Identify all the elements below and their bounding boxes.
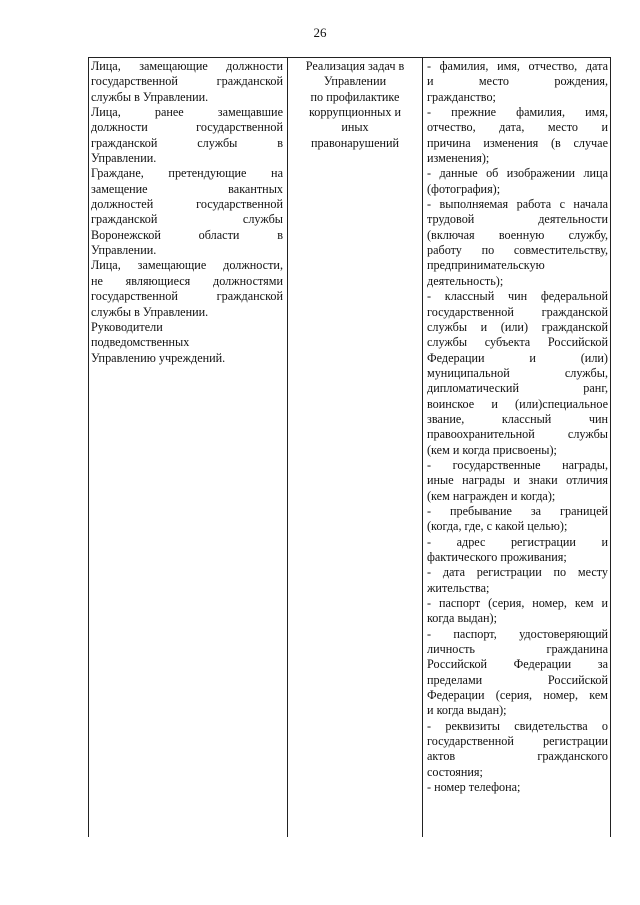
data-items-line: - дата регистрации по месту <box>427 565 608 580</box>
subjects-line: замещение вакантных <box>91 181 283 196</box>
data-items-line: (включая военную службу, <box>427 227 608 242</box>
data-items-line: (кем и когда присвоены); <box>427 442 557 457</box>
personal-data-table <box>88 57 611 837</box>
data-items-line: Российской Федерации за <box>427 657 608 672</box>
data-items-line: - номер телефона; <box>427 780 521 795</box>
purpose-line: иных <box>341 120 369 135</box>
subjects-line: государственной гражданской <box>91 289 283 304</box>
data-items-line: деятельность); <box>427 273 504 288</box>
purpose-line: правонарушений <box>310 135 400 150</box>
data-items-line: - адрес регистрации и <box>427 534 608 549</box>
data-items-line: актов гражданского <box>427 749 608 764</box>
subjects-line: Управлении. <box>91 243 157 258</box>
subjects-line: Руководители <box>91 319 163 334</box>
data-items-line: личность гражданина <box>427 642 608 657</box>
purpose-line: по профилактике <box>310 89 400 104</box>
page-number: 26 <box>313 25 327 40</box>
subjects-line: Управлению учреждений. <box>91 350 226 365</box>
data-items-line: - реквизиты свидетельства о <box>427 718 608 733</box>
data-items-line: причина изменения (в случае <box>427 135 608 150</box>
data-items-column <box>422 57 611 837</box>
data-items-line: - данные об изображении лица <box>427 166 608 181</box>
subjects-line: государственной гражданской <box>91 74 283 89</box>
data-items-line: службы и (или) гражданской <box>427 319 608 334</box>
subjects-line: службы в Управлении. <box>91 89 209 104</box>
data-items-line: - пребывание за границей <box>427 503 608 518</box>
subjects-line: должностей государственной <box>91 197 283 212</box>
data-items-line: (фотография); <box>427 181 501 196</box>
data-items-line: иные награды и знаки отличия <box>427 473 608 488</box>
data-items-line: пределами Российской <box>427 672 608 687</box>
data-items-line: изменения); <box>427 151 490 166</box>
data-items-line: (когда, где, с какой целью); <box>427 519 568 534</box>
data-items-line: государственной гражданской <box>427 304 608 319</box>
data-items-line: Федерации (серия, номер, кем <box>427 688 608 703</box>
data-items-line: - паспорт, удостоверяющий <box>427 626 608 641</box>
data-items-line: (кем награжден и когда); <box>427 488 556 503</box>
data-items-line: и когда выдан); <box>427 703 507 718</box>
data-items-line: дипломатический ранг, <box>427 381 608 396</box>
subjects-line: Лица, замещающие должности, <box>91 258 283 273</box>
purpose-column <box>287 57 422 837</box>
subjects-line: подведомственных <box>91 335 190 350</box>
data-items-line: трудовой деятельности <box>427 212 608 227</box>
data-items-line: Федерации и (или) <box>427 350 608 365</box>
data-items-line: государственной регистрации <box>427 734 608 749</box>
subjects-line: Лица, замещающие должности <box>91 59 283 73</box>
purpose-line: Реализация задач в <box>305 59 405 73</box>
purpose-line: Управлении <box>323 74 387 89</box>
data-items-line: - государственные награды, <box>427 457 608 472</box>
data-items-line: отчество, дата, место и <box>427 120 608 135</box>
subjects-line: службы в Управлении. <box>91 304 209 319</box>
data-items-line: фактического проживания; <box>427 550 567 564</box>
data-items-line: предпринимательскую <box>427 258 545 273</box>
data-items-line: - классный чин федеральной <box>427 289 608 304</box>
subjects-line: гражданской службы в <box>91 135 283 150</box>
data-items-line: когда выдан); <box>427 611 497 626</box>
data-items-line: работу по совместительству, <box>427 243 608 258</box>
subjects-line: Управлении. <box>91 151 157 166</box>
subjects-line: не являющиеся должностями <box>91 273 283 288</box>
data-items-line: - фамилия, имя, отчество, дата <box>427 59 608 73</box>
purpose-line: коррупционных и <box>308 105 402 120</box>
subjects-column <box>88 57 287 837</box>
data-items-line: - прежние фамилия, имя, <box>427 105 608 120</box>
data-items-line: - выполняемая работа с начала <box>427 197 608 212</box>
subjects-line: Граждане, претендующие на <box>91 166 283 181</box>
subjects-line: должности государственной <box>91 120 283 135</box>
data-items-line: правоохранительной службы <box>427 427 608 442</box>
data-items-line: гражданство; <box>427 89 496 104</box>
data-items-line: состояния; <box>427 764 483 779</box>
data-items-line: воинское и (или)специальное <box>427 396 608 411</box>
data-items-line: муниципальной службы, <box>427 365 608 380</box>
data-items-line: службы субъекта Российской <box>427 335 608 350</box>
data-items-line: звание, классный чин <box>427 411 608 426</box>
subjects-line: Воронежской области в <box>91 227 283 242</box>
data-items-line: и место рождения, <box>427 74 608 89</box>
data-items-line: - паспорт (серия, номер, кем и <box>427 596 608 611</box>
subjects-line: Лица, ранее замещавшие <box>91 105 283 120</box>
subjects-line: гражданской службы <box>91 212 283 227</box>
data-items-line: жительства; <box>427 580 490 595</box>
